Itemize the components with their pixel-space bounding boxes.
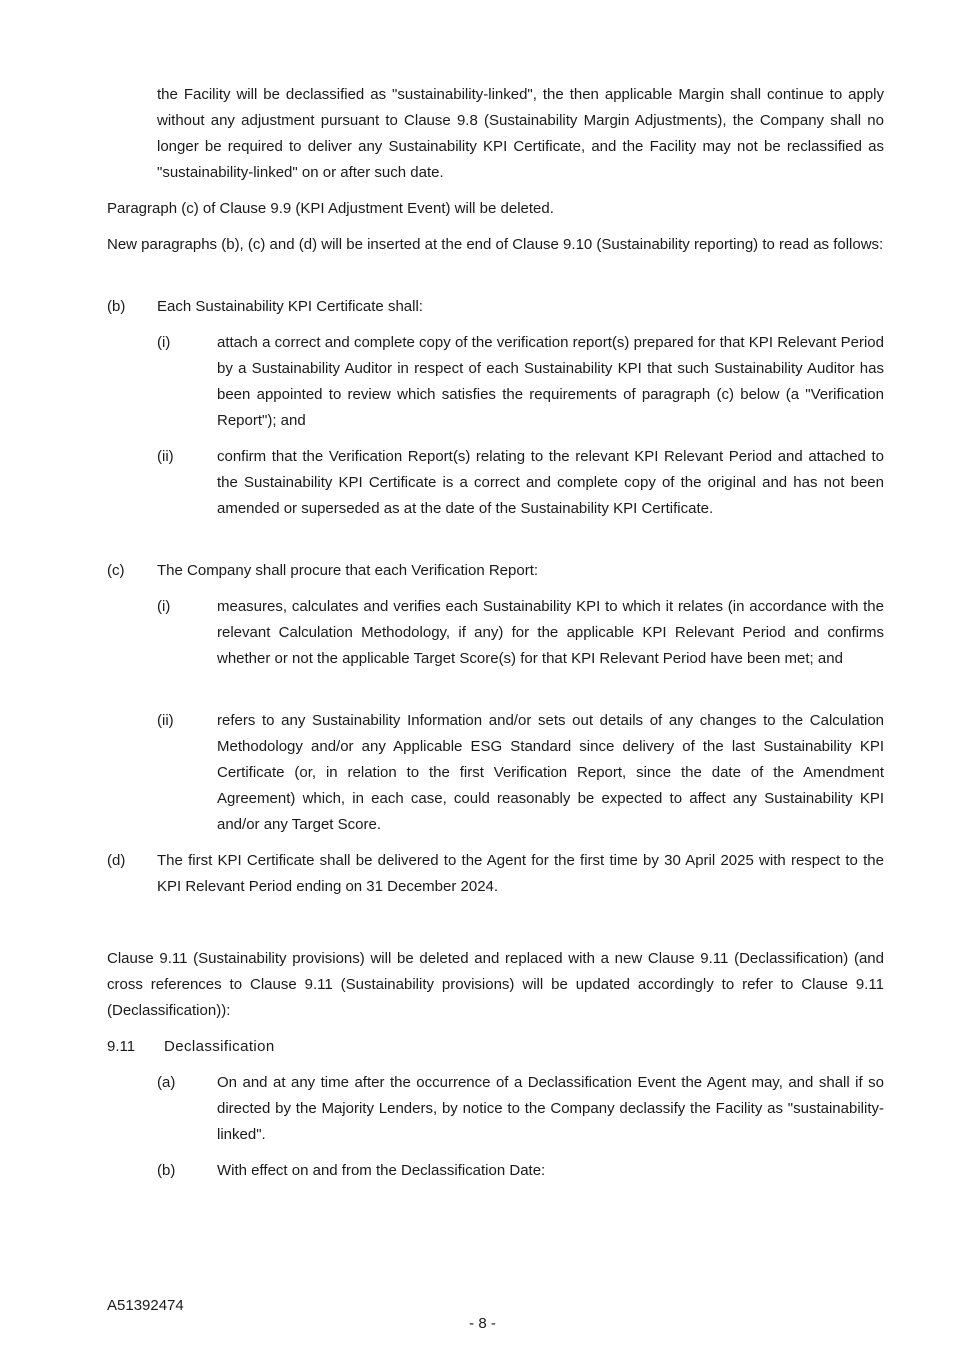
item-b-i-label: (i): [157, 334, 171, 351]
item-b-i-text: attach a correct and complete copy of the verification report(s) prepared for that KPI Relevant Period by a Sustainability Auditor in respect of each Sustainability KPI that such Sustainability Auditor has been appointed to review which satisfies the requirements of paragraph (c) below (a "Verification Report"); and: [217, 334, 884, 429]
new-paragraphs-intro: New paragraphs (b), (c) and (d) will be inserted at the end of Clause 9.10 (Sustainability reporting) to read as follows:: [107, 236, 884, 253]
page-number: - 8 -: [469, 1315, 496, 1332]
heading-number: 9.11: [107, 1038, 136, 1055]
decl-item-a-text: On and at any time after the occurrence of a Declassification Event the Agent may, and shall if so directed by the Majority Lenders, by notice to the Company declassify the Facility as "sustainability-linked".: [217, 1074, 884, 1143]
decl-item-b-text: With effect on and from the Declassification Date:: [217, 1162, 546, 1179]
decl-item-b-label: (b): [157, 1162, 176, 1179]
heading-title: Declassification: [164, 1038, 275, 1055]
document-id: A51392474: [107, 1297, 184, 1314]
item-c-i-text: measures, calculates and verifies each Sustainability KPI to which it relates (in accordance with the relevant Calculation Methodology, if any) for the applicable KPI Relevant Period and confirms whether or not the applicable Target Score(s) for that KPI Relevant Period have been met; and: [217, 598, 884, 667]
clause-911-paragraph: Clause 9.11 (Sustainability provisions) will be deleted and replaced with a new Clause 9.11 (Declassification) (and cross references to Clause 9.11 (Sustainability provisions) will be updated accordingly to refer to Clause 9.11 (Declassification)):: [107, 950, 884, 1019]
decl-item-a-label: (a): [157, 1074, 176, 1091]
item-c-ii-label: (ii): [157, 712, 174, 729]
item-c-label: (c): [107, 562, 125, 579]
deletion-paragraph: Paragraph (c) of Clause 9.9 (KPI Adjustment Event) will be deleted.: [107, 200, 554, 217]
item-c-ii-text: refers to any Sustainability Information and/or sets out details of any changes to the Calculation Methodology and/or any Applicable ESG Standard since delivery of the last Sustainability KPI Certificate (or, in relation to the first Verification Report, since the date of the Amendment Agreement) which, in each case, could reasonably be expected to affect any Sustainability KPI and/or any Target Score.: [217, 712, 884, 833]
item-c-text: The Company shall procure that each Verification Report:: [157, 562, 539, 579]
item-d-text: The first KPI Certificate shall be delivered to the Agent for the first time by 30 April 2025 with respect to the KPI Relevant Period ending on 31 December 2024.: [157, 852, 884, 895]
item-b-ii-label: (ii): [157, 448, 174, 465]
item-b-text: Each Sustainability KPI Certificate shall:: [157, 298, 423, 315]
item-b-ii-text: confirm that the Verification Report(s) relating to the relevant KPI Relevant Period and attached to the Sustainability KPI Certificate is a correct and complete copy of the original and has not been amended or superseded as at the date of the Sustainability KPI Certificate.: [217, 448, 884, 517]
item-c-i-label: (i): [157, 598, 171, 615]
item-b-label: (b): [107, 298, 126, 315]
intro-paragraph: the Facility will be declassified as "sustainability-linked", the then applicable Margin shall continue to apply without any adjustment pursuant to Clause 9.8 (Sustainability Margin Adjustments), the Company shall no longer be required to deliver any Sustainability KPI Certificate, and the Facility may not be reclassified as "sustainability-linked" on or after such date.: [157, 86, 884, 181]
item-d-label: (d): [107, 852, 126, 869]
